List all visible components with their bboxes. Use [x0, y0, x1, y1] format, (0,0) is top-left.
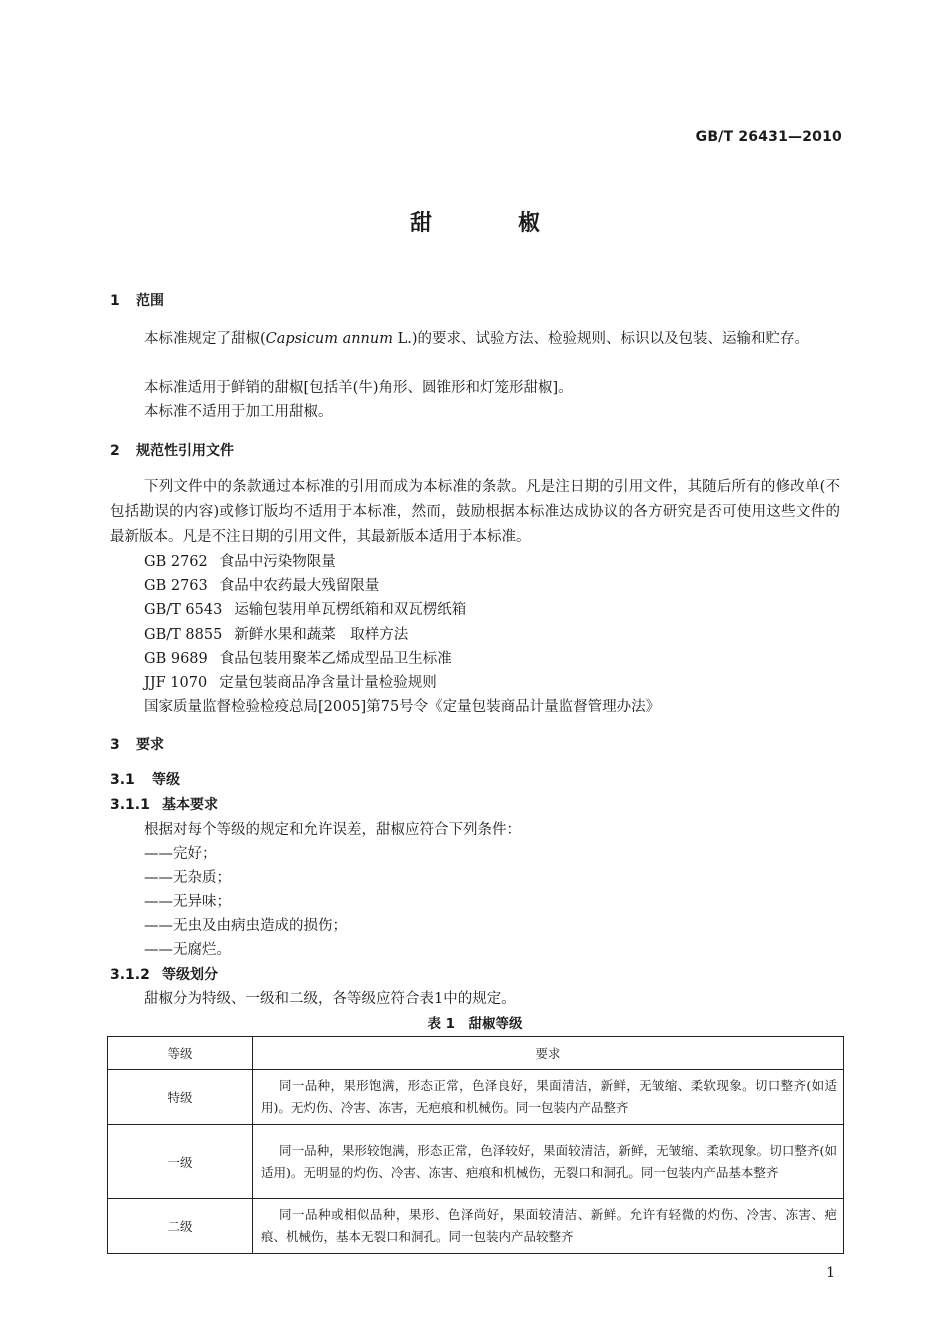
requirement-cell: 同一品种，果形饱满，形态正常，色泽良好，果面清洁，新鲜，无皱缩、柔软现象。切口整齐(如适用)。无灼伤、冷害、冻害，无疤痕和机械伤。同一包装内产品整齐 [253, 1070, 844, 1125]
page-title [0, 206, 950, 237]
condition-item: ——无腐烂。 [144, 942, 231, 958]
condition-item: ——无虫及由病虫造成的损伤； [144, 918, 347, 934]
grade-cell: 特级 [108, 1070, 253, 1125]
header-requirement: 要求 [253, 1037, 844, 1070]
condition-item: ——完好； [144, 846, 217, 862]
section-1-paragraph-2: 本标准适用于鲜销的甜椒[包括羊(牛)角形、圆锥形和灯笼形甜椒]。 [144, 380, 573, 396]
reference-item-regulation: 国家质量监督检验检疫总局[2005]第75号令《定量包装商品计量监督管理办法》 [144, 699, 661, 715]
condition-item: ——无杂质； [144, 870, 231, 886]
section-3-1-heading: 3.1 等级 [110, 772, 180, 788]
reference-item: GB 2763 食品中农药最大残留限量 [144, 578, 380, 594]
section-1-paragraph-1: 本标准规定了甜椒(Capsicum annum L.)的要求、试验方法、检验规则、标识以及包装、运输和贮存。 [144, 331, 809, 347]
standard-number: GB/T 26431—2010 [695, 129, 842, 145]
table-header-row [108, 1037, 844, 1070]
section-3-1-1-heading: 3.1.1 基本要求 [110, 797, 218, 813]
reference-item: JJF 1070 定量包装商品净含量计量检验规则 [144, 675, 437, 691]
grade-cell: 二级 [108, 1199, 253, 1254]
header-grade: 等级 [108, 1037, 253, 1070]
reference-item: GB 2762 食品中污染物限量 [144, 554, 336, 570]
table-row [108, 1125, 844, 1199]
reference-item: GB 9689 食品包装用聚苯乙烯成型品卫生标准 [144, 651, 452, 667]
page-number: 1 [826, 1265, 835, 1281]
title-char-2: 椒 [518, 211, 541, 236]
section-2-heading: 2 规范性引用文件 [110, 443, 234, 459]
requirement-cell: 同一品种或相似品种，果形、色泽尚好，果面较清洁、新鲜。允许有轻微的灼伤、冷害、冻害、疤痕、机械伤，基本无裂口和洞孔。同一包装内产品较整齐 [253, 1199, 844, 1254]
section-1-heading: 1 范围 [110, 293, 164, 309]
reference-item: GB/T 8855 新鲜水果和蔬菜 取样方法 [144, 627, 409, 643]
table-row [108, 1070, 844, 1125]
section-1-paragraph-3: 本标准不适用于加工用甜椒。 [144, 404, 333, 420]
section-3-1-1-intro: 根据对每个等级的规定和允许误差，甜椒应符合下列条件： [144, 822, 521, 838]
table-row [108, 1199, 844, 1254]
condition-item: ——无异味； [144, 894, 231, 910]
reference-item: GB/T 6543 运输包装用单瓦楞纸箱和双瓦楞纸箱 [144, 602, 467, 618]
section-3-1-2-heading: 3.1.2 等级划分 [110, 967, 218, 983]
section-3-1-2-intro: 甜椒分为特级、一级和二级，各等级应符合表1中的规定。 [144, 991, 516, 1007]
table-caption: 表 1 甜椒等级 [427, 1016, 523, 1032]
requirement-cell: 同一品种，果形较饱满，形态正常，色泽较好，果面较清洁，新鲜，无皱缩、柔软现象。切口整齐(如适用)。无明显的灼伤、冷害、冻害、疤痕和机械伤，无裂口和洞孔。同一包装内产品基本整齐 [253, 1125, 844, 1199]
section-2-intro: 下列文件中的条款通过本标准的引用而成为本标准的条款。凡是注日期的引用文件，其随后所有的修改单(不包括勘误的内容)或修订版均不适用于本标准，然而，鼓励根据本标准达成协议的各方研究是否可使用这些文件的最新版本。凡是不注日期的引用文件，其最新版本适用于本标准。 [110, 479, 840, 545]
section-3-heading: 3 要求 [110, 737, 164, 753]
grade-table [107, 1036, 844, 1254]
grade-cell: 一级 [108, 1125, 253, 1199]
title-char-1: 甜 [409, 211, 432, 236]
